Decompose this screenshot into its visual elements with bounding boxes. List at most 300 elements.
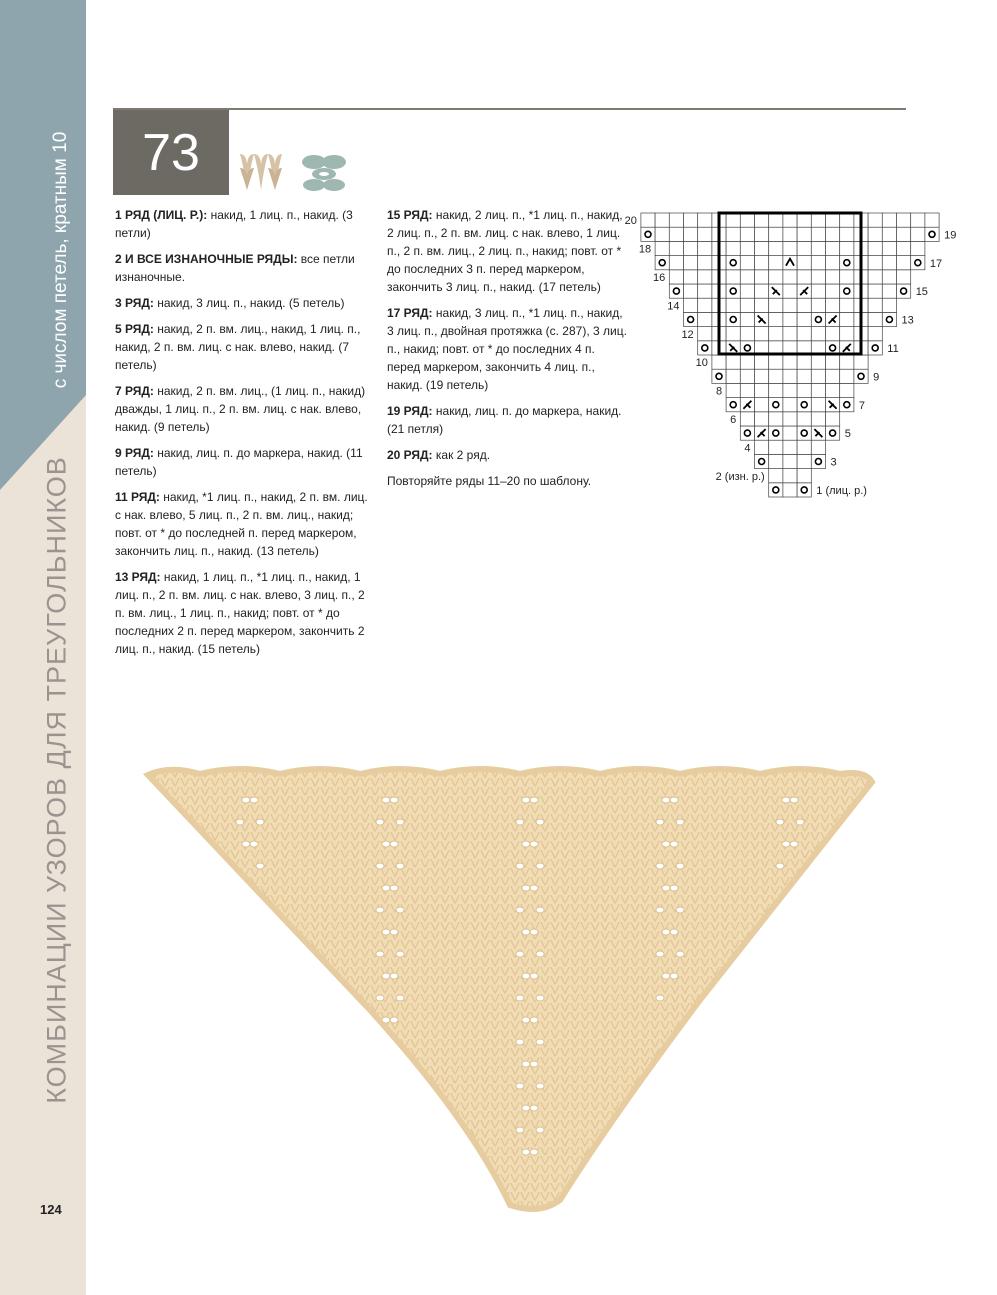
lace-hole	[662, 797, 670, 803]
chart-cell	[897, 256, 911, 270]
chart-cell	[826, 241, 840, 255]
chart-cell	[755, 241, 769, 255]
lace-hole	[656, 863, 664, 869]
repeat-note	[387, 472, 627, 490]
lace-hole	[390, 885, 398, 891]
lace-hole	[516, 995, 524, 1001]
chart-cell	[755, 454, 769, 468]
chart-cell	[755, 440, 769, 454]
chart-cell	[669, 241, 683, 255]
row-text: накид, 3 лиц. п., *1 лиц. п., накид, 3 лиц. п., двойная протяжка (с. 287), 3 лиц. п., накид; повт. от * до последних 4 п. перед маркером, закончить 4 лиц. п., накид. (19 петель)	[387, 306, 627, 392]
lace-hole	[670, 797, 678, 803]
chart-cell	[783, 426, 797, 440]
lace-hole	[662, 973, 670, 979]
lace-hole	[536, 819, 544, 825]
chart-cell	[712, 369, 726, 383]
chart-cell	[826, 270, 840, 284]
chart-cell	[740, 270, 754, 284]
chart-cell	[655, 227, 669, 241]
chart-cell	[698, 341, 712, 355]
chart-cell	[840, 327, 854, 341]
lace-hole	[396, 995, 404, 1001]
lace-hole	[390, 841, 398, 847]
odd-row-label: 17	[929, 257, 943, 270]
lace-hole	[522, 885, 530, 891]
chart-cell	[811, 454, 825, 468]
chart-cell	[684, 241, 698, 255]
lace-hole	[516, 951, 524, 957]
lace-hole	[390, 1017, 398, 1023]
odd-row-label: 11	[887, 343, 899, 355]
chart-cell	[769, 312, 783, 326]
chart-cell	[783, 440, 797, 454]
chart-cell	[783, 241, 797, 255]
chart-cell	[868, 284, 882, 298]
chart-cell	[797, 426, 811, 440]
chart-cell	[797, 454, 811, 468]
chart-cell	[925, 213, 939, 227]
chart-cell	[740, 298, 754, 312]
chart-cell	[783, 227, 797, 241]
chart-cell	[740, 355, 754, 369]
lace-hole	[396, 863, 404, 869]
chart-cell	[854, 369, 868, 383]
chart-cell	[783, 327, 797, 341]
lace-hole	[382, 1017, 390, 1023]
lace-hole	[522, 841, 530, 847]
lace-hole	[396, 951, 404, 957]
chart-cell	[882, 284, 896, 298]
chart-cell	[882, 213, 896, 227]
swatch-fabric	[148, 769, 872, 1209]
chart-cell	[911, 241, 925, 255]
chart-cell	[911, 256, 925, 270]
chart-cell	[811, 241, 825, 255]
row-label: 3 РЯД:	[115, 296, 154, 310]
chart-cell	[698, 270, 712, 284]
even-row-label: 10	[695, 357, 708, 370]
chart-cell	[712, 355, 726, 369]
lace-hole	[656, 995, 664, 1001]
even-row-label: 8	[715, 385, 723, 398]
lace-hole	[536, 907, 544, 913]
chart-cell	[726, 312, 740, 326]
chart-cell	[669, 270, 683, 284]
chart-cell	[755, 227, 769, 241]
chart-cell	[868, 227, 882, 241]
even-row-label: 16	[653, 272, 666, 284]
lace-hole	[382, 929, 390, 935]
chart-cell	[797, 327, 811, 341]
lace-hole	[670, 929, 678, 935]
lace-hole	[796, 819, 804, 825]
chart-cell	[826, 256, 840, 270]
lace-hole	[536, 1127, 544, 1133]
page-number: 124	[40, 1202, 62, 1217]
chart-cell	[740, 241, 754, 255]
chart-cell	[882, 256, 896, 270]
chart-cell	[726, 213, 740, 227]
row-text: накид, 2 п. вм. лиц., накид, 1 лиц. п., накид, 2 п. вм. лиц. с нак. влево, накид. (7 петель)	[115, 322, 361, 372]
chart-cell	[797, 227, 811, 241]
chart-cell	[740, 284, 754, 298]
chart-cell	[641, 213, 655, 227]
odd-row-label: 5	[844, 428, 851, 441]
chart-cell	[840, 227, 854, 241]
chart-cell	[826, 383, 840, 397]
lace-hole	[670, 885, 678, 891]
lace-hole	[522, 1105, 530, 1111]
chart-cell	[726, 369, 740, 383]
lace-hole	[662, 929, 670, 935]
lace-hole	[522, 1017, 530, 1023]
chart-cell	[769, 454, 783, 468]
row-instruction	[115, 320, 370, 374]
chart-cell	[811, 327, 825, 341]
chart-cell	[868, 312, 882, 326]
row-text: накид, 3 лиц. п., накид. (5 петель)	[153, 296, 345, 310]
chart-cell	[740, 412, 754, 426]
chart-cell	[840, 398, 854, 412]
chart-cell	[868, 256, 882, 270]
row-instruction	[115, 382, 370, 436]
header-rule	[113, 108, 906, 110]
chart-cell	[797, 355, 811, 369]
chart-cell	[726, 284, 740, 298]
chart-cell	[783, 483, 797, 497]
chart-cell	[797, 398, 811, 412]
chart-cell	[698, 284, 712, 298]
chart-cell	[811, 270, 825, 284]
instructions-col-1	[115, 206, 370, 666]
repeat-note-text: Повторяйте ряды 11–20 по шаблону.	[387, 474, 592, 488]
lace-hole	[656, 907, 664, 913]
chart-cell	[698, 227, 712, 241]
row-text: накид, лиц. п. до маркера, накид. (11 петель)	[115, 446, 363, 478]
chart-cell	[698, 213, 712, 227]
chart-cell	[769, 469, 783, 483]
chart-cell	[740, 426, 754, 440]
chart-cell	[826, 213, 840, 227]
chart-cell	[769, 483, 783, 497]
even-row-label: 12	[681, 328, 694, 341]
lace-hole	[670, 973, 678, 979]
chart-cell	[755, 412, 769, 426]
lace-hole	[536, 995, 544, 1001]
chart-cell	[897, 270, 911, 284]
chart-cell	[755, 383, 769, 397]
chart-cell	[882, 227, 896, 241]
chart-cell	[897, 227, 911, 241]
chart-cell	[755, 398, 769, 412]
chart-cell	[797, 383, 811, 397]
chart-cell	[755, 284, 769, 298]
lace-hole	[676, 951, 684, 957]
row-instruction	[387, 206, 627, 296]
chart-cell	[669, 227, 683, 241]
chart-cell	[840, 298, 854, 312]
chart-cell	[797, 369, 811, 383]
chart-cell	[911, 213, 925, 227]
row-label: 17 РЯД:	[387, 306, 433, 320]
chart-cell	[769, 398, 783, 412]
chart-cell	[783, 383, 797, 397]
chart-cell	[811, 369, 825, 383]
row-text: накид, 2 п. вм. лиц., (1 лиц. п., накид) дважды, 1 лиц. п., 2 п. вм. лиц. с нак. влево, накид. (9 петель)	[115, 384, 366, 434]
lace-hole	[376, 951, 384, 957]
chart-cell	[769, 426, 783, 440]
chart-cell	[684, 213, 698, 227]
lace-hole	[662, 885, 670, 891]
chart-cell	[826, 426, 840, 440]
chart-cell	[726, 298, 740, 312]
chart-cell	[868, 213, 882, 227]
chart-cell	[811, 284, 825, 298]
chart-cell	[684, 284, 698, 298]
chart-cell	[797, 213, 811, 227]
chart-cell	[797, 256, 811, 270]
row-instruction	[115, 568, 370, 658]
sidebar-top-label: с числом петель, кратным 10	[50, 131, 71, 389]
lace-hole	[236, 819, 244, 825]
chart-cell	[783, 355, 797, 369]
knit-stitch-icon	[240, 154, 282, 190]
lace-hole	[670, 841, 678, 847]
chart-cell	[811, 213, 825, 227]
chart-cell	[868, 341, 882, 355]
lace-hole	[250, 797, 258, 803]
pattern-number: 73	[113, 110, 229, 195]
chart-cell	[740, 369, 754, 383]
lace-hole	[536, 951, 544, 957]
even-row-label: 2 (изн. р.)	[715, 470, 765, 483]
row-text: накид, 1 лиц. п., накид. (3 петли)	[115, 208, 353, 240]
chart-cell	[826, 412, 840, 426]
odd-row-label: 3	[830, 456, 837, 469]
lace-hole	[382, 885, 390, 891]
lace-hole	[530, 885, 538, 891]
chart-cell	[726, 256, 740, 270]
chart-cell	[740, 383, 754, 397]
lace-hole	[676, 819, 684, 825]
chart-cell	[769, 369, 783, 383]
chart-cell	[783, 469, 797, 483]
row-instruction	[387, 402, 627, 438]
lace-hole	[242, 841, 250, 847]
chart-cell	[811, 298, 825, 312]
chart-cell	[669, 284, 683, 298]
lace-hole	[516, 819, 524, 825]
chart-cell	[797, 312, 811, 326]
chart-cell	[826, 327, 840, 341]
lace-hole	[790, 841, 798, 847]
row-instruction	[115, 444, 370, 480]
lace-hole	[522, 1061, 530, 1067]
lace-hole	[662, 841, 670, 847]
chart-cell	[698, 241, 712, 255]
row-text: накид, 1 лиц. п., *1 лиц. п., накид, 1 лиц. п., 2 п. вм. лиц. с нак. влево, 3 лиц. п., 2 п. вм. лиц., 1 лиц. п., накид; повт. от * до последних 2 п. перед маркером, закончить 2 лиц. п., накид. (15 петель)	[115, 570, 365, 656]
lace-hole	[656, 819, 664, 825]
row-text: как 2 ряд.	[432, 448, 491, 462]
chart-cell	[897, 284, 911, 298]
chart-cell	[811, 312, 825, 326]
even-row-label: 4	[744, 442, 751, 455]
chart-cell	[783, 398, 797, 412]
chart-cell	[769, 327, 783, 341]
chart-cell	[641, 227, 655, 241]
lace-hole	[516, 1127, 524, 1133]
chart-cell	[797, 469, 811, 483]
lace-hole	[522, 929, 530, 935]
chart-cell	[797, 412, 811, 426]
chart-cell	[897, 213, 911, 227]
odd-row-label: 7	[858, 399, 866, 412]
lace-hole	[530, 797, 538, 803]
lace-hole	[516, 863, 524, 869]
chart-cell	[840, 256, 854, 270]
odd-row-label: 19	[944, 229, 957, 242]
chart-cell	[783, 369, 797, 383]
chart-cell	[882, 241, 896, 255]
chart-cell	[684, 227, 698, 241]
chart-cell	[882, 312, 896, 326]
lace-hole	[376, 819, 384, 825]
lace-hole	[776, 819, 784, 825]
chart-cell	[797, 298, 811, 312]
lace-hole	[530, 841, 538, 847]
chart-cell	[811, 412, 825, 426]
lace-hole	[396, 907, 404, 913]
chart-cell	[669, 256, 683, 270]
row-text: все петли изнаночные.	[115, 252, 355, 284]
chart-cell	[769, 412, 783, 426]
lace-hole	[782, 841, 790, 847]
chart-cell	[726, 327, 740, 341]
chart-cell	[811, 227, 825, 241]
chart-cell	[854, 355, 868, 369]
chart-cell	[684, 298, 698, 312]
chart-cell	[811, 440, 825, 454]
chart-cell	[755, 298, 769, 312]
row-instruction	[115, 206, 370, 242]
chart-cell	[740, 213, 754, 227]
chart-cell	[797, 270, 811, 284]
lace-hole	[516, 1083, 524, 1089]
chart-cell	[755, 270, 769, 284]
row-label: 11 РЯД:	[115, 490, 160, 504]
row-label: 19 РЯД:	[387, 404, 433, 418]
chart-cell	[783, 312, 797, 326]
lace-hole	[382, 797, 390, 803]
chart-cell	[840, 270, 854, 284]
instructions-col-2	[387, 206, 627, 498]
chart-cell	[740, 327, 754, 341]
lace-hole	[516, 1039, 524, 1045]
chart-cell	[769, 383, 783, 397]
chart-cell	[882, 270, 896, 284]
chart-cell	[769, 355, 783, 369]
chart-cell	[826, 227, 840, 241]
chart-cell	[811, 355, 825, 369]
chart-cell	[769, 298, 783, 312]
chart-cell	[911, 227, 925, 241]
chart-cell	[698, 298, 712, 312]
chart-cell	[797, 483, 811, 497]
chart-cell	[769, 440, 783, 454]
lace-hole	[676, 907, 684, 913]
chart-cell	[797, 440, 811, 454]
row-instruction	[387, 446, 627, 464]
chart-cell	[755, 256, 769, 270]
row-label: 20 РЯД:	[387, 448, 433, 462]
row-label: 15 РЯД:	[387, 208, 433, 222]
lace-hole	[536, 863, 544, 869]
lace-hole	[396, 819, 404, 825]
lace-hole	[656, 951, 664, 957]
lace-hole	[776, 863, 784, 869]
chart-cell	[655, 256, 669, 270]
chart-cell	[783, 270, 797, 284]
chart-cell	[769, 256, 783, 270]
lace-hole	[522, 1149, 530, 1155]
chart-cell	[726, 227, 740, 241]
chart-cell	[684, 256, 698, 270]
lace-hole	[256, 863, 264, 869]
row-label: 1 РЯД (ЛИЦ. Р.):	[115, 208, 208, 222]
chart-cell	[868, 298, 882, 312]
chart-cell	[698, 256, 712, 270]
chart-cell	[740, 256, 754, 270]
row-label: 5 РЯД:	[115, 322, 154, 336]
row-label: 7 РЯД:	[115, 384, 154, 398]
lace-hole	[382, 841, 390, 847]
lace-hole	[530, 973, 538, 979]
row-label: 13 РЯД:	[115, 570, 161, 584]
chart-cell	[826, 298, 840, 312]
chart-cell	[755, 213, 769, 227]
chart-cell	[826, 284, 840, 298]
chart-cell	[882, 298, 896, 312]
chart-cell	[811, 383, 825, 397]
lace-hole	[242, 797, 250, 803]
row-text: накид, *1 лиц. п., накид, 2 п. вм. лиц. с нак. влево, 5 лиц. п., 2 п. вм. лиц., накид; повт. от * до последней п. перед маркером, закончить лиц. п., накид. (13 петель)	[115, 490, 368, 558]
chart-cell	[811, 256, 825, 270]
even-row-label: 18	[638, 243, 652, 256]
chart-cell	[783, 412, 797, 426]
knitted-swatch-photo	[140, 760, 880, 1220]
lace-hole	[790, 797, 798, 803]
chart-cell	[868, 270, 882, 284]
row-instruction	[115, 488, 370, 560]
chart-cell	[755, 369, 769, 383]
chart-cell	[684, 270, 698, 284]
chart-cell	[797, 241, 811, 255]
even-row-label: 20	[624, 215, 637, 228]
chart-cell	[868, 241, 882, 255]
row-label: 9 РЯД:	[115, 446, 154, 460]
chart-cell	[840, 284, 854, 298]
row-instruction	[115, 250, 370, 286]
chart-cell	[684, 312, 698, 326]
chart-cell	[783, 454, 797, 468]
chart-cell	[783, 284, 797, 298]
lace-hole	[530, 1149, 538, 1155]
odd-row-label: 15	[915, 286, 928, 299]
lace-hole	[256, 819, 264, 825]
chart-cell	[769, 241, 783, 255]
chart-cell	[698, 327, 712, 341]
chart-cell	[740, 312, 754, 326]
